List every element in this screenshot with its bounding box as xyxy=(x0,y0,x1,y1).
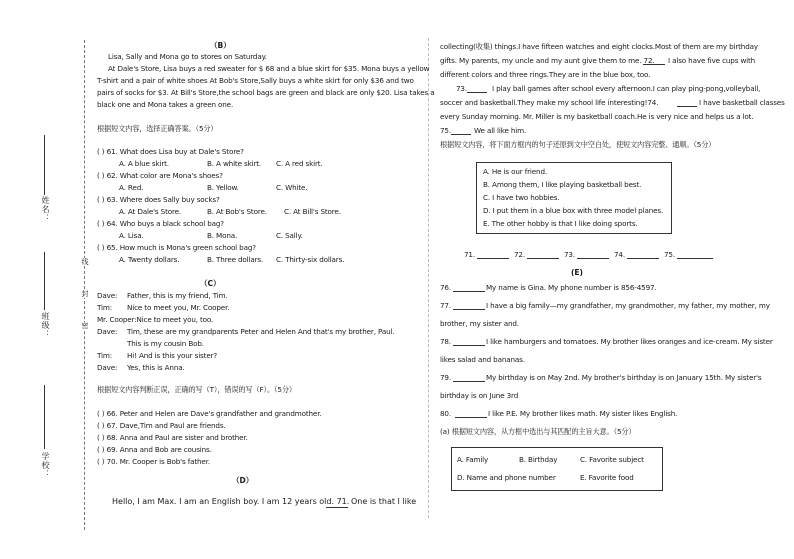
e-item-text: My name is Gina. My phone number is 856-4597. xyxy=(486,283,657,292)
seal-char-feng: 封 xyxy=(81,290,89,298)
statement-67: ( ) 67. Dave,Tim and Paul are friends. xyxy=(97,421,226,430)
d-option-c: C. I have two hobbies. xyxy=(483,193,560,202)
b-passage-line: At Dale's Store, Lisa buys a red sweater for $ 68 and a blue skirt for $35. Mona buys a yellow xyxy=(108,64,430,73)
b-instruction: 根据短文内容，选择正确答案。（5分） xyxy=(97,124,218,133)
dialogue-line: Hi! And is this your sister? xyxy=(127,351,218,360)
dialogue-line: Nice to meet you, Mr. Cooper. xyxy=(127,303,230,312)
d-instruction: 根据短文内容，将下面方框内的句子还原到文中空白处，使短文内容完整、通顺。（5分） xyxy=(440,140,716,149)
statement-68: ( ) 68. Anna and Paul are sister and brother. xyxy=(97,433,248,442)
name-line[interactable] xyxy=(44,135,45,195)
q61-option-b[interactable]: B. A white skirt. xyxy=(207,159,262,168)
e-item-number: 77. xyxy=(440,301,451,310)
d-passage-start: Hello, I am Max. I am an English boy. I am 12 years old. 71. xyxy=(112,497,350,506)
e-blank-76[interactable] xyxy=(453,291,485,292)
e-item-number: 80. xyxy=(440,409,451,418)
blank-73[interactable] xyxy=(467,92,487,93)
d-passage-line: We all like him. xyxy=(474,126,527,135)
q63-option-a[interactable]: A. At Dale's Store. xyxy=(119,207,182,216)
class-line[interactable] xyxy=(44,252,45,310)
e-item-text: I have a big family—my grandfather, my grandmother, my father, my mother, my xyxy=(486,301,770,310)
answer-label-71: 71. xyxy=(464,250,475,259)
answer-label-75: 75. xyxy=(664,250,675,259)
d-passage-line: I have basketball classes xyxy=(699,98,785,107)
e-option: A. Family xyxy=(457,455,489,464)
q64-option-b[interactable]: B. Mona. xyxy=(207,231,238,240)
school-label: 学校： xyxy=(41,452,50,479)
d-passage-start-end: One is that I like xyxy=(351,497,417,506)
q63-option-b[interactable]: B. At Bob's Store. xyxy=(207,207,267,216)
section-c-title: （C） xyxy=(200,279,221,288)
name-label: 姓名： xyxy=(41,196,50,223)
dialogue-speaker: Dave: xyxy=(97,327,118,336)
dialogue-line: This is my cousin Bob. xyxy=(127,339,204,348)
e-item-number: 78. xyxy=(440,337,451,346)
question-61: ( ) 61. What does Lisa buy at Dale's Store? xyxy=(97,147,244,156)
section-b-title: （B） xyxy=(210,41,231,50)
d-passage-line: soccer and basketball.They make my school life interesting!74. xyxy=(440,98,659,107)
d-option-d: D. I put them in a blue box with three model planes. xyxy=(483,206,664,215)
d-passage-line: I also have five cups with xyxy=(668,56,756,65)
section-d-title: （D） xyxy=(232,476,254,485)
answer-blank-72[interactable] xyxy=(527,258,559,259)
blank-71[interactable] xyxy=(326,507,348,508)
q62-option-c[interactable]: C. White. xyxy=(276,183,308,192)
seal-char-xian: 线 xyxy=(81,258,89,266)
statement-70: ( ) 70. Mr. Cooper is Bob's father. xyxy=(97,457,210,466)
question-63: ( ) 63. Where does Sally buy socks? xyxy=(97,195,220,204)
e-item-text: likes salad and bananas. xyxy=(440,355,525,364)
question-65: ( ) 65. How much is Mona's green school bag? xyxy=(97,243,256,252)
seal-line xyxy=(84,40,85,530)
e-item-number: 76. xyxy=(440,283,451,292)
answer-blank-71[interactable] xyxy=(477,258,509,259)
q64-option-c[interactable]: C. Sally. xyxy=(276,231,303,240)
b-passage-line: black one and Mona takes a green one. xyxy=(97,100,234,109)
d-option-a: A. He is our friend. xyxy=(483,167,547,176)
e-item-text: My birthday is on May 2nd. My brother's birthday is on January 15th. My sister's xyxy=(486,373,762,382)
answer-label-73: 73. xyxy=(564,250,575,259)
d-passage-line: I play ball games after school every afternoon.I can play ping-pong,volleyball, xyxy=(492,84,761,93)
question-62: ( ) 62. What color are Mona's shoes? xyxy=(97,171,223,180)
e-blank-77[interactable] xyxy=(453,309,485,310)
answer-label-74: 74. xyxy=(614,250,625,259)
d-option-b: B. Among them, I like playing basketball best. xyxy=(483,180,642,189)
e-option: E. Favorite food xyxy=(580,473,634,482)
q61-option-c[interactable]: C. A red skirt. xyxy=(276,159,323,168)
b-passage-line: pairs of socks for $3. At Bill's Store,the school bags are green and black are only $20. Lisa takes a xyxy=(97,88,435,97)
dialogue-speaker: Tim: xyxy=(97,351,112,360)
q61-option-a[interactable]: A. A blue skirt. xyxy=(119,159,169,168)
dialogue-line: Tim, these are my grandparents Peter and Helen And that's my brother, Paul. xyxy=(127,327,395,336)
q65-option-b[interactable]: B. Three dollars. xyxy=(207,255,264,264)
statement-69: ( ) 69. Anna and Bob are cousins. xyxy=(97,445,212,454)
e-option: C. Favorite subject xyxy=(580,455,644,464)
e-item-text: birthday is on June 3rd xyxy=(440,391,519,400)
column-divider xyxy=(428,38,429,518)
blank-74[interactable] xyxy=(677,106,697,107)
dialogue-line: Yes, this is Anna. xyxy=(127,363,185,372)
q62-option-a[interactable]: A. Red. xyxy=(119,183,144,192)
q62-option-b[interactable]: B. Yellow. xyxy=(207,183,239,192)
q64-option-a[interactable]: A. Lisa. xyxy=(119,231,144,240)
answer-blank-74[interactable] xyxy=(627,258,659,259)
blank-75[interactable] xyxy=(451,134,471,135)
q63-option-c[interactable]: C. At Bill's Store. xyxy=(284,207,341,216)
e-blank-79[interactable] xyxy=(453,381,485,382)
section-e-title: (E) xyxy=(571,268,583,277)
school-line[interactable] xyxy=(44,385,45,449)
d-passage-line: every Sunday morning. Mr. Miller is my basketball coach.He is very nice and helps us a lot. xyxy=(440,112,754,121)
answer-blank-73[interactable] xyxy=(577,258,609,259)
class-label: 班级： xyxy=(41,312,50,339)
dialogue-speaker: Tim: xyxy=(97,303,112,312)
e-instruction: (a) 根据短文内容，从方框中选出与其匹配的主旨大意。（5分） xyxy=(440,427,636,436)
answer-label-72: 72. xyxy=(514,250,525,259)
d-passage-line: 73. xyxy=(456,84,467,93)
q65-option-c[interactable]: C. Thirty-six dollars. xyxy=(276,255,345,264)
d-passage-line: collecting(收集) things.I have fifteen watches and eight clocks.Most of them are my birthday xyxy=(440,42,758,51)
q65-option-a[interactable]: A. Twenty dollars. xyxy=(119,255,180,264)
question-64: ( ) 64. Who buys a black school bag? xyxy=(97,219,224,228)
answer-blank-75[interactable] xyxy=(677,258,713,259)
e-option: B. Birthday xyxy=(519,455,558,464)
dialogue-line: Mr. Cooper:Nice to meet you, too. xyxy=(97,315,214,324)
b-passage-line: T-shirt and a pair of white shoes At Bob's Store,Sally buys a white skirt for only $36 and two xyxy=(97,76,414,85)
e-options-box xyxy=(451,447,663,491)
e-option: D. Name and phone number xyxy=(457,473,556,482)
dialogue-speaker: Dave: xyxy=(97,363,118,372)
e-item-text: brother, my sister and. xyxy=(440,319,519,328)
d-passage-line: 75. xyxy=(440,126,451,135)
seal-char-mi: 密 xyxy=(81,322,89,330)
dialogue-speaker: Dave: xyxy=(97,291,118,300)
e-blank-80[interactable] xyxy=(455,417,487,418)
e-blank-78[interactable] xyxy=(453,345,485,346)
statement-66: ( ) 66. Peter and Helen are Dave's grandfather and grandmother. xyxy=(97,409,322,418)
e-item-text: I like hamburgers and tomatoes. My brother likes oranges and ice-cream. My sister xyxy=(486,337,773,346)
d-option-e: E. The other hobby is that I like doing sports. xyxy=(483,219,638,228)
d-passage-line: gifts. My parents, my uncle and my aunt give them to me. 72. xyxy=(440,56,655,65)
blank-72[interactable] xyxy=(643,64,665,65)
c-instruction: 根据短文内容判断正误，正确的写（T），错误的写（F）。（5分） xyxy=(97,385,296,394)
e-item-text: I like P.E. My brother likes math. My sister likes English. xyxy=(488,409,678,418)
b-passage-line: Lisa, Sally and Mona go to stores on Saturday. xyxy=(108,52,267,61)
e-item-number: 79. xyxy=(440,373,451,382)
d-passage-line: different colors and three rings.They are in the blue box, too. xyxy=(440,70,651,79)
dialogue-line: Father, this is my friend, Tim. xyxy=(127,291,228,300)
